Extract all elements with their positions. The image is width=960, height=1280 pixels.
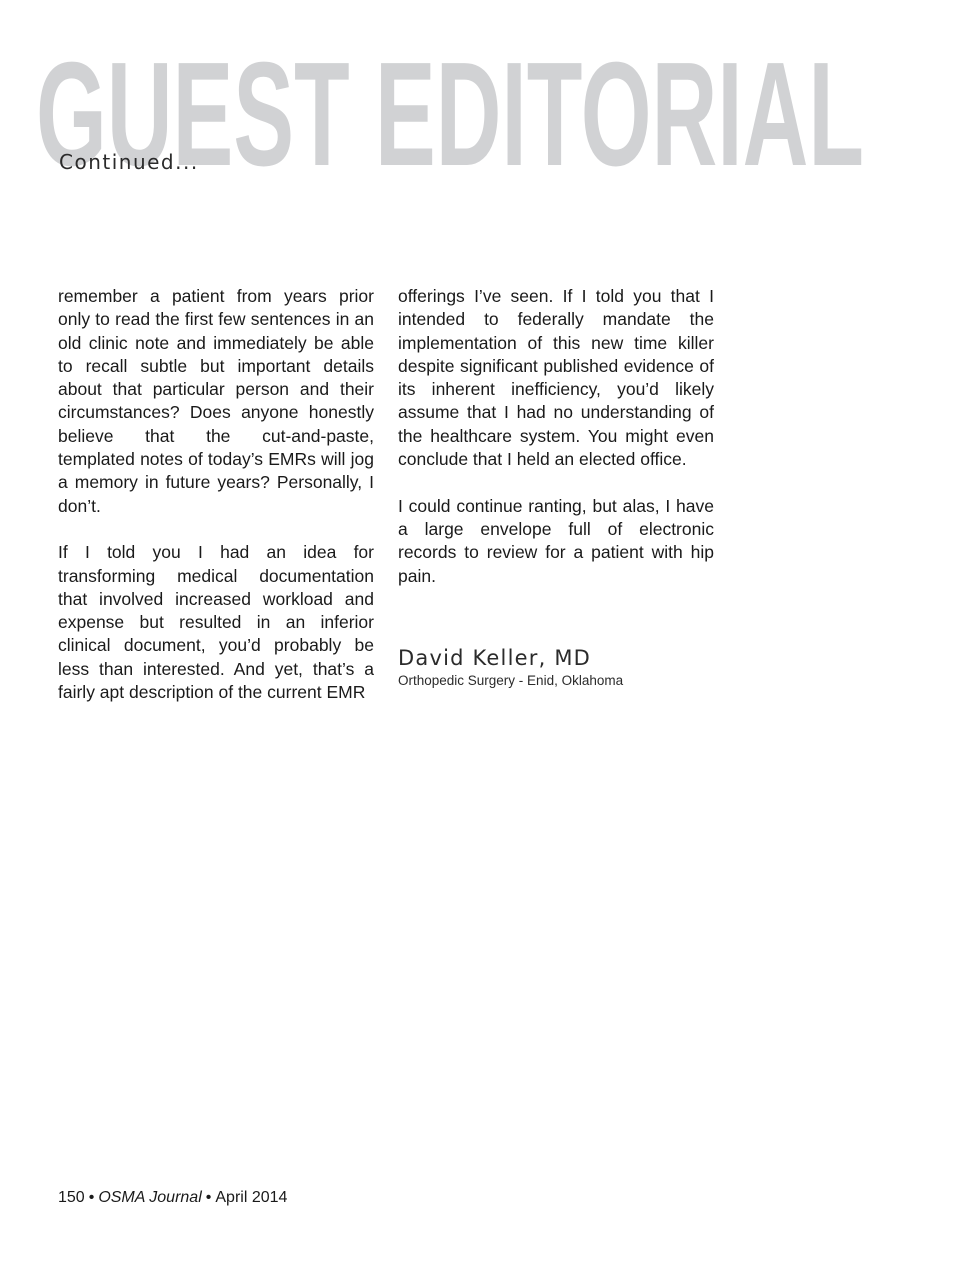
byline — [398, 646, 623, 688]
footer-bullet: • — [88, 1189, 95, 1206]
continued-label: Continued... — [59, 150, 199, 174]
paragraph: remember a patient from years prior only to read the first few sentences in an old clinic note and immediately be able to recall subtle but important details about that particular person and their circumstances? Does anyone honestly believe that the cut-and-paste, templated notes of today’s EMRs will jog a memory in future years? Personally, I don’t. — [58, 286, 374, 516]
footer-bullet: • — [205, 1189, 212, 1206]
article-column-right — [398, 285, 714, 611]
page-title: GUEST EDITORIAL — [36, 32, 864, 185]
page-number: 150 — [58, 1189, 85, 1206]
article-column-left — [58, 285, 374, 728]
paragraph: If I told you I had an idea for transforming medical documentation that involved increased workload and expense but resulted in an inferior clinical document, you’d probably be less than interested. And yet, that’s a fairly apt description of the current EMR — [58, 542, 374, 703]
author-name: David Keller, MD — [398, 646, 592, 670]
journal-name: OSMA Journal — [98, 1189, 202, 1206]
paragraph: I could continue ranting, but alas, I have a large envelope full of electronic records to review for a patient with hip pain. — [398, 495, 714, 586]
paragraph: offerings I’ve seen. If I told you that I intended to federally mandate the implementation of this new time killer despite significant published evidence of its inherent inefficiency, you’d likely assume that I had no understanding of the healthcare system. You might even conclude that I held an elected office. — [398, 286, 714, 470]
page-footer — [58, 1189, 287, 1207]
issue-date: April 2014 — [215, 1189, 288, 1206]
author-affiliation: Orthopedic Surgery - Enid, Oklahoma — [398, 673, 624, 688]
